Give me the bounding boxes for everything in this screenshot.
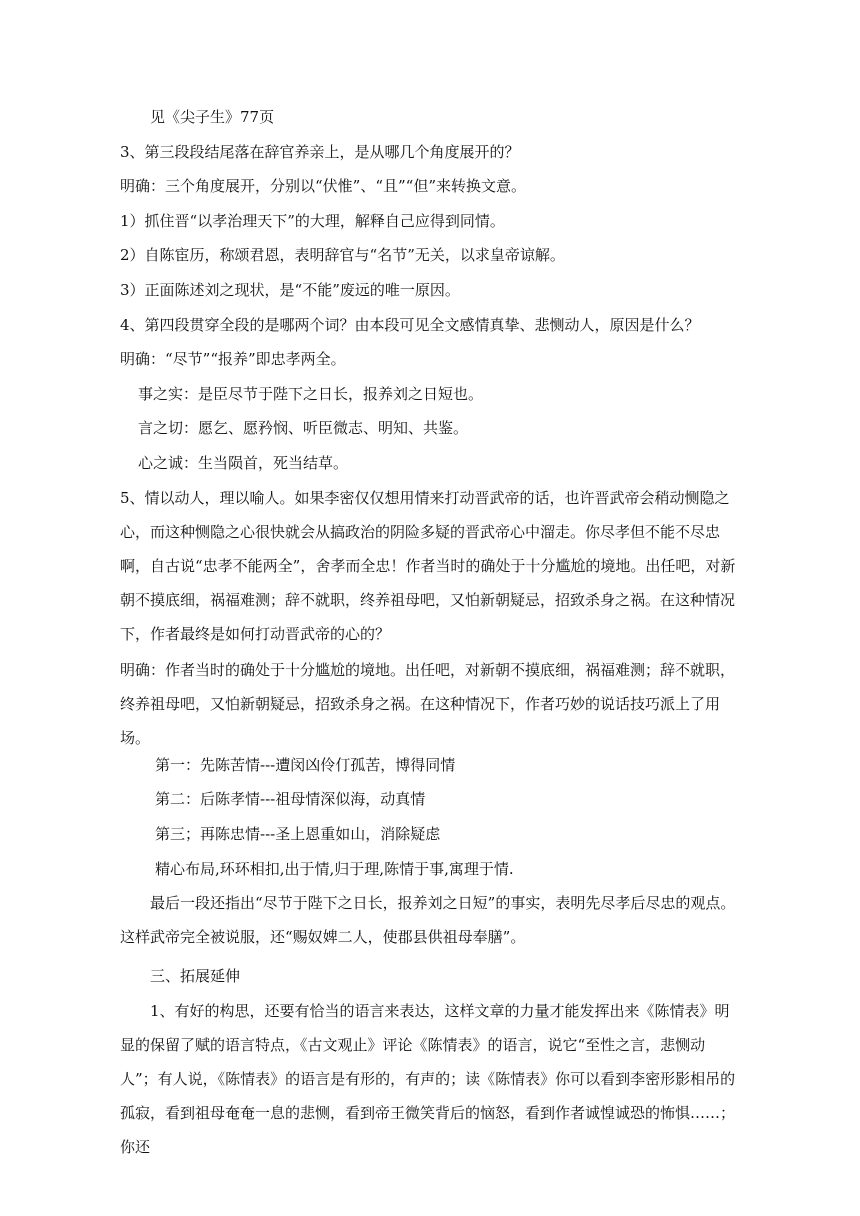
answer-5-third: 第三；再陈忠情---圣上恩重如山，消除疑虑 <box>155 825 441 843</box>
answer-4-fact: 事之实：是臣尽节于陛下之日长，报养刘之日短也。 <box>138 385 484 403</box>
answer-3-point-3: 3）正面陈述刘之现状，是“不能”废远的唯一原因。 <box>120 281 460 299</box>
answer-3-point-1: 1）抓住晋“以孝治理天下”的大理，解释自己应得到同情。 <box>120 212 505 230</box>
question-5: 5、情以动人，理以喻人。如果李密仅仅想用情来打动晋武帝的话，也许晋武帝会稍动恻隐之心，而这种恻隐之心很快就会从搞政治的阴险多疑的晋武帝心中溜走。你尽孝但不能不尽忠啊，自古说“忠孝不能两全”，舍孝而全忠！作者当时的确处于十分尴尬的境地。出任吧，对新朝不摸底细，祸福难测；辞不就职，终养祖母吧，又怕新朝疑忌，招致杀身之祸。在这种情况下，作者最终是如何打动晋武帝的心的？ <box>120 489 736 643</box>
question-4: 4、第四段贯穿全段的是哪两个词？由本段可见全文感情真挚、悲恻动人，原因是什么？ <box>120 316 700 334</box>
section-heading-extension: 三、拓展延伸 <box>150 967 241 985</box>
question-3: 3、第三段段结尾落在辞官养亲上，是从哪几个角度展开的？ <box>120 143 520 161</box>
summary-final: 最后一段还指出“尽节于陛下之日长，报养刘之日短”的事实，表明先尽孝后尽忠的观点。这样武帝完全被说服，还“赐奴婢二人，使郡县供祖母奉膳”。 <box>120 894 736 946</box>
extension-item-1: 1、有好的构思，还要有恰当的语言来表达，这样文章的力量才能发挥出来《陈情表》明显的保留了赋的语言特点，《古文观止》评论《陈情表》的语言，说它“至性之言，悲恻动人”；有人说，《陈情表》的语言是有形的，有声的；读《陈情表》你可以看到李密形影相吊的孤寂，看到祖母奄奄一息的悲恻，看到帝王微笑背后的恼怒，看到作者诚惶诚恐的怖惧……；你还 <box>120 1002 736 1156</box>
answer-5-second: 第二：后陈孝情---祖母情深似海，动真情 <box>155 790 426 808</box>
answer-3: 明确：三个角度展开，分别以“伏惟”、“且”“但”来转换文意。 <box>120 177 527 195</box>
answer-5-first: 第一：先陈苦情---遭闵凶伶仃孤苦，博得同情 <box>155 756 456 774</box>
answer-4-heart: 心之诚：生当陨首，死当结草。 <box>138 454 349 472</box>
answer-4-words: 言之切：愿乞、愿矜悯、听臣微志、明知、共鉴。 <box>138 419 469 437</box>
answer-5: 明确：作者当时的确处于十分尴尬的境地。出任吧，对新朝不摸底细，祸福难测；辞不就职，终养祖母吧，又怕新朝疑忌，招致杀身之祸。在这种情况下，作者巧妙的说话技巧派上了用场。 <box>120 661 736 747</box>
paragraph-reference: 见《尖子生》77页 <box>150 108 275 126</box>
answer-4: 明确：“尽节”“报养”即忠孝两全。 <box>120 350 346 368</box>
summary-layout: 精心布局,环环相扣,出于情,归于理,陈情于事,寓理于情. <box>155 860 514 878</box>
answer-3-point-2: 2）自陈宦历，称颂君恩，表明辞官与“名节”无关，以求皇帝谅解。 <box>120 246 565 264</box>
